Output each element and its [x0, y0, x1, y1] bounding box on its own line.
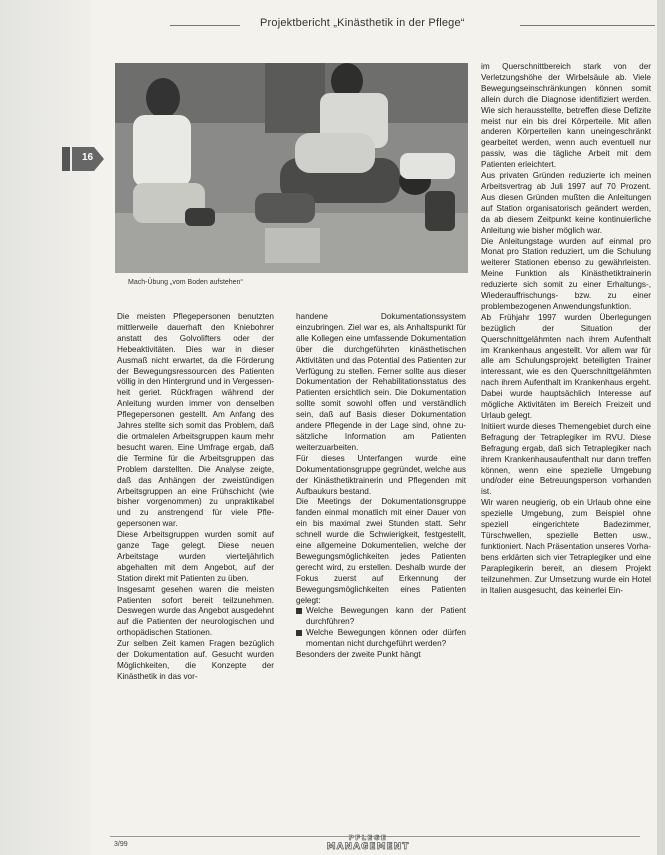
- paragraph: handene Dokumentationssystem einzubringen. Ziel war es, als Anhaltspunkt für alle Kollegen eine umfassende Dokumentation über die durchgeführten kinästhetischen Aktivitäten und das Potential des Patienten zur Verfügung zu stellen. Ferner sollte aus dieser Dokumentation der Rehabilitationsstatus des Patienten ersichtlich sein. Die Dokumentation sollte somit sowohl offen und verständlich sein, daß auf Basis dieser Dokumentation andere Pflegende in der Lage sind, ohne zusätzliche Information am Patienten weiterzuarbeiten.: [296, 312, 466, 452]
- paragraph: Die Meetings der Dokumentationsgruppe fanden einmal monatlich mit einer Dauer von ein bis maximal zwei Stunden statt. Sehr schnell wurde die Schwierigkeit, festgestellt, eine allgemeine Dokumentelien, welche der Bewegungsmöglichkeiten jedes Patienten gerecht wird, zu erstellen. Deshalb wurde der Fokus zuerst auf Erkennung der Bewegungsmöglichkeiten eines Patienten gelegt:: [296, 497, 466, 605]
- paragraph: Wir waren neugierig, ob ein Urlaub ohne eine spezielle Umgebung, zum Beispiel ohne speziell eingerichtete Badezimmer, Türschwellen, spezielle Betten usw., funktioniert. Nach Präsentation unseres Vorhabens erklärten sich vier Tetraplegiker und eine Paraplegikerin bereit, an diesem Projekt teilzunehmen. Zur Umsetzung wurde ein Hotel in Italien ausgesucht, das keinerlei Ein-: [481, 498, 651, 595]
- paragraph: Ab Frühjahr 1997 wurden Überlegungen bezüglich der Situation der Querschnittgelähmten nach ihrem Aufenthalt im Krankenhaus angestellt. Vor allem war für alle am Schulungsprojekt beteiligten Trainer interessant, wie es den Querschnittgelähmten nach ihrem Aufenthalt im Krankenhaus ergeht. Dabei wurde hauptsächlich Interesse auf mögliche Aktivitäten im Bereich Freizeit und Urlaub gelegt.: [481, 312, 651, 420]
- text-column-2: [296, 312, 466, 832]
- paragraph: Insgesamt gesehen waren die meisten Patienten sofort bereit teilzunehmen. Deswegen wurde das Angebot ausgedehnt auf die Patienten der neurologischen und orthopädischen Stationen.: [117, 584, 274, 638]
- list-item: [296, 606, 466, 628]
- paragraph: im Querschnittbereich stark von der Verletzungshöhe der Wirbelsäule ab. Viele Bewegungseinschränkungen können somit allein durch die Diagnose identifiziert werden. Wie sich herausstellte, betreffen diese Defizite meist nur ein bis drei Körperteile. Mit allen anderen Körperteilen kann uneingeschränkt gearbeitet werden, wenn auch eventuell nur passiv, was die tägliche Arbeit mit dem Patienten erleichtert.: [481, 62, 651, 170]
- text-column-3: [481, 62, 651, 840]
- list-item-text: Welche Bewegungen kann der Patient durchführen?: [306, 606, 466, 627]
- logo-line-1: PFLEGE: [348, 834, 388, 842]
- paragraph: Die Anleitungstage wurden auf einmal pro Monat pro Station reduziert, um die Schulung weiterer Stationen ebenso zu gewährleisten. Meine Funktion als Kinästhetiktrainerin reduzierte sich somit zu einer Erhaltungs-, Wiederauffrischungs- bzw. zu einer problembezogenen Anwendungsfunktion.: [481, 236, 651, 311]
- paragraph: Die meisten Pflegepersonen benutzten mittlerweile dauerhaft den Kniebohrer anstatt des Golvolifters oder der Hebeaktivitäten. Dies war in dieser Ausmaß nicht erwartet, da die Förderung der Bewegungsressourcen des Patienten völlig in den Hintergrund und in Vergessenheit geriet. Rückfragen während der Anleitung wurden immer von denselben Pflegepersonen gestellt. Am Anfang des Jahres stellte sich somit das Problem, daß die ortmalelen Arbeitsgruppen kaum mehr besucht waren. Eine Umfrage ergab, daß die Termine für die Arbeitsgruppen das Problem darstellten. Die Analyse zeigte, daß das Anhängen der zweistündigen Arbeitsgruppen an eine Frühschicht (wie bisher vorgenommen) zu unpraktikabel und zu anstrengend für viele Pflegepersonen war.: [117, 312, 274, 529]
- logo-line-2: MANAGEMENT: [326, 842, 410, 852]
- paragraph: Diese Arbeitsgruppen wurden somit auf ganze Tage gelegt. Diese neuen Arbeitstage wurden vierteljährlich abgehalten mit dem Angebot, auf der Station direkt mit Patienten zu üben.: [117, 530, 274, 583]
- photo-illustration: [115, 63, 468, 273]
- paragraph: Aus privaten Gründen reduzierte ich meinen Arbeitsvertrag ab Juli 1997 auf 70 Prozent. Aus diesen Gründen mußten die Anleitungen auf Station organisatorisch geändert werden, da ab diesem Zeitpunkt keine kontinuierliche Anleitung wie bisher möglich war.: [481, 171, 651, 235]
- figure-caption: Mach-Übung „vom Boden aufstehen“: [128, 279, 243, 286]
- header-rule-right: [520, 25, 655, 26]
- page-edge: [657, 0, 665, 855]
- photo-floor-exercise: [115, 63, 468, 273]
- paragraph: Initiiert wurde dieses Themengebiet durch eine Befragung der Tetraplegiker im RVU. Diese Befragung ergab, daß sich Tetraplegiker nach ihrem Krankenhausaufenthalt nur dann treffen können, wenn eine spezielle Umgebung und/oder eine Betreuungsperson vorhanden ist.: [481, 421, 651, 497]
- square-bullet-icon: [296, 608, 302, 614]
- page-gutter-shadow: [0, 0, 90, 855]
- issue-number: 3/99: [114, 841, 128, 848]
- paragraph: Zur selben Zeit kamen Fragen bezüglich der Dokumentation auf. Gesucht wurden Möglichkeiten, die Konzepte der Kinästhetik in das vor-: [117, 639, 274, 681]
- bullet-list: [296, 606, 466, 650]
- header-rule-left: [170, 25, 240, 26]
- text-column-1: [117, 312, 274, 817]
- paragraph: Besonders der zweite Punkt hängt: [296, 650, 421, 660]
- magazine-logo: [318, 834, 418, 854]
- list-item: [296, 628, 466, 650]
- running-head: Projektbericht „Kinästhetik in der Pflege“: [260, 17, 465, 29]
- paragraph: Für dieses Unterfangen wurde eine Dokumentationsgruppe gegründet, welche aus der Kinästhetiktrainerin und Pflegenden mit Aufbaukurs bestand.: [296, 453, 466, 496]
- page-number: 16: [82, 152, 94, 163]
- square-bullet-icon: [296, 630, 302, 636]
- page-number-tab: [62, 147, 104, 171]
- list-item-text: Welche Bewegungen können oder dürfen momentan nicht durchgeführt werden?: [306, 628, 466, 649]
